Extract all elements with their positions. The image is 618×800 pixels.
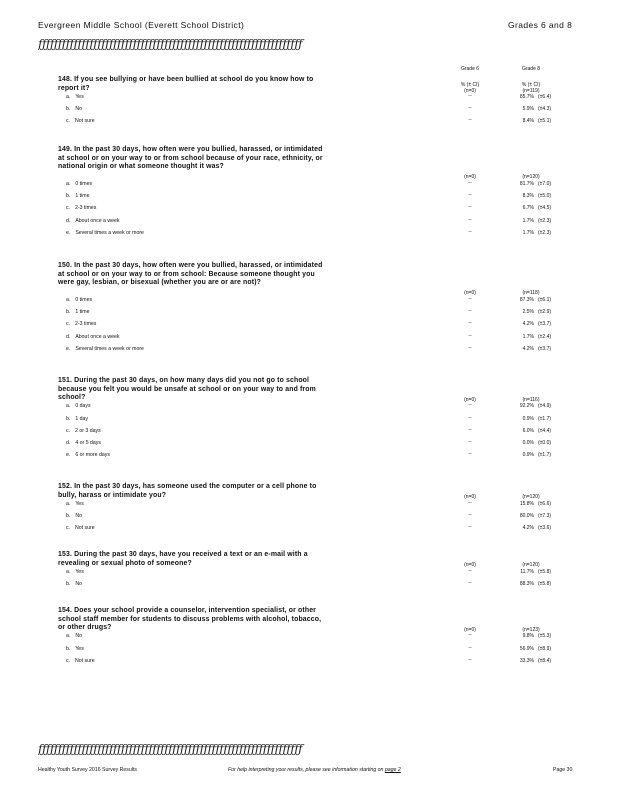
grade6-value: -- [468,92,472,99]
answer-option [66,658,95,664]
grade6-n: (n=0) [464,174,476,181]
option-label: 0 days [75,403,91,410]
question-number: 150. [58,262,73,269]
option-label: 0 times [75,180,93,187]
option-letter: c. [66,321,71,328]
answer-option [66,501,84,507]
option-label: 0 times [75,296,93,303]
grade8-ci: (±1.7) [538,452,552,459]
grade8-ci: (±2.3) [538,217,552,224]
grade8-ci: (±7.0) [538,180,552,187]
option-letter: c. [66,525,71,532]
option-letter: a. [66,568,71,575]
option-label: Yes [75,500,84,507]
answer-option [66,403,91,409]
option-letter: a. [66,180,71,187]
option-letter: b. [66,580,71,587]
school-name: Evergreen Middle School (Everett School District) [38,20,245,30]
question-body: Does your school provide a counselor, intervention specialist, or other school staff member for students to discuss problems with alcohol, tobacco, or other drugs? [58,607,322,632]
option-letter: a. [66,93,71,100]
grade8-percent: 33.3% [519,657,534,664]
answer-option [66,428,101,434]
grade6-value: -- [468,308,472,315]
question-text [58,377,330,403]
question-text [58,483,330,500]
grade8-ci: (±3.7) [538,321,552,328]
option-letter: e. [66,229,71,236]
grade8-percent: 1.7% [522,229,534,236]
option-label: No [75,105,82,112]
grade6-value: -- [468,414,472,421]
grade8-ci: (±0.0) [538,439,552,446]
grade6-value: -- [468,656,472,663]
grade8-percent: 15.8% [519,500,534,507]
grade6-value: -- [468,451,472,458]
option-letter: e. [66,345,71,352]
option-label: 1 day [75,415,89,422]
grade8-n: (n=120) [522,562,540,569]
grade6-value: -- [468,295,472,302]
grade8-ci: (±3.7) [538,345,552,352]
grade8-percent: 81.7% [519,180,534,187]
answer-option [66,633,82,639]
grade8-ci: (±2.3) [538,229,552,236]
grade6-value: -- [468,344,472,351]
option-letter: d. [66,439,71,446]
answer-option [66,452,110,458]
grade8-ci: (±1.7) [538,415,552,422]
grade8-percent: 1.7% [522,217,534,224]
grade6-n: (n=0) [464,494,476,501]
footer-help-prefix: For help interpreting your results, please see information starting on [228,767,384,773]
answer-option [66,193,89,199]
answer-option [66,646,84,652]
option-letter: d. [66,217,71,224]
question-text [58,551,330,568]
grade8-ci: (±5.8) [538,568,552,575]
grade8-ci: (±6.1) [538,296,552,303]
grade8-percent: 8.3% [522,193,534,200]
answer-option [66,309,89,315]
answer-option [66,416,88,422]
option-letter: b. [66,415,71,422]
option-label: Not sure [75,118,95,125]
answer-option [66,218,119,224]
grade6-value: -- [468,192,472,199]
grade8-percent: 56.9% [519,645,534,652]
grade6-n: (n=0) [464,290,476,297]
option-label: 2 or 3 days [75,427,101,434]
answer-option [66,569,84,575]
question-number: 151. [58,377,73,384]
option-letter: a. [66,633,71,640]
grade8-percent: 0.9% [522,415,534,422]
question-text [58,146,330,172]
footer-rule: ƒƒƒƒƒƒƒƒƒƒƒƒƒƒƒƒƒƒƒƒƒƒƒƒƒƒƒƒƒƒƒƒƒƒƒƒƒƒƒƒƒƒƒƒƒƒƒƒƒƒƒƒƒƒƒƒƒƒƒƒƒƒƒƒƒƒƒ [38,742,303,756]
grade6-value: -- [468,524,472,531]
grade8-n: (n=123) [522,626,540,633]
answer-option [66,440,101,446]
grade8-percent: 6.7% [522,205,534,212]
question-body: If you see bullying or have been bullied at school do you know how to report it? [58,76,314,92]
col-grade6-label: Grade 6 [460,66,480,72]
grade6-value: -- [468,402,472,409]
footer-page-link[interactable]: page 2 [384,767,401,773]
header-rule: ƒƒƒƒƒƒƒƒƒƒƒƒƒƒƒƒƒƒƒƒƒƒƒƒƒƒƒƒƒƒƒƒƒƒƒƒƒƒƒƒƒƒƒƒƒƒƒƒƒƒƒƒƒƒƒƒƒƒƒƒƒƒƒƒƒƒƒ [38,37,303,51]
grade6-value: -- [468,204,472,211]
grade8-percent: 0.9% [522,452,534,459]
grade8-n: (n=116) [522,396,540,403]
grade6-value: -- [468,511,472,518]
grade8-ci: (±2.9) [538,309,552,316]
question-body: In the past 30 days, how often were you bullied, harassed, or intimidated at school or on your way to or from school: Because someone thought you were gay, lesbian, or bisexual (whether you are or are not)? [58,262,323,287]
option-letter: a. [66,296,71,303]
grade6-value: -- [468,579,472,586]
option-letter: e. [66,452,71,459]
grade8-percent: 92.2% [519,403,534,410]
question-text [58,607,330,633]
answer-option [66,513,82,519]
footer-survey-title: Healthy Youth Survey 2016 Survey Results [38,767,137,773]
question-number: 154. [58,607,73,614]
grade6-value: -- [468,320,472,327]
answer-option [66,334,119,340]
grade8-percent: 4.2% [522,345,534,352]
question-number: 149. [58,146,73,153]
grade6-value: -- [468,117,472,124]
option-label: 2-3 times [75,321,97,328]
grade6-value: -- [468,216,472,223]
grade8-ci: (±7.3) [538,512,552,519]
option-letter: a. [66,403,71,410]
answer-option [66,297,92,303]
grade8-percent: 4.2% [522,321,534,328]
option-letter: c. [66,657,71,664]
answer-option [66,230,144,236]
grade8-ci: (±4.4) [538,427,552,434]
question-body: In the past 30 days, has someone used the computer or a cell phone to bully, harass or intimidate you? [58,483,317,499]
grade8-percent: 4.2% [522,525,534,532]
option-label: Yes [75,645,84,652]
answer-option [66,581,82,587]
option-label: About once a week [75,217,120,224]
question-body: During the past 30 days, on how many days did you not go to school because you felt you would be unsafe at school or on your way to and from school? [58,377,316,402]
grade8-n: (n=120) [522,174,540,181]
option-letter: b. [66,645,71,652]
option-label: About once a week [75,333,120,340]
grade8-percent: 85.7% [519,93,534,100]
footer-help-text [228,767,401,773]
grade6-n: (n=0) [464,626,476,633]
option-label: Yes [75,568,84,575]
col-grade8-n: (n=119) [522,88,540,94]
option-label: 1 time [75,193,90,200]
option-label: No [75,512,82,519]
grade6-value: -- [468,332,472,339]
grade8-ci: (±4.5) [538,205,552,212]
col-grade6-ci: % (± CI) [460,82,480,88]
option-label: 2-3 times [75,205,97,212]
option-label: 4 or 5 days [75,439,101,446]
answer-option [66,205,96,211]
option-label: Yes [75,93,84,100]
question-number: 153. [58,551,73,558]
grade8-ci: (±5.3) [538,633,552,640]
grade8-ci: (±5.8) [538,580,552,587]
question-text [58,262,330,288]
grade8-percent: 80.0% [519,512,534,519]
option-letter: a. [66,500,71,507]
option-label: Several times a week or more [75,229,144,236]
grade6-value: -- [468,104,472,111]
answer-option [66,181,92,187]
grades-label: Grades 6 and 8 [508,20,573,30]
grade6-value: -- [468,438,472,445]
answer-option [66,94,84,100]
grade8-ci: (±4.9) [538,403,552,410]
grade8-n: (n=120) [522,494,540,501]
question-text [58,76,330,93]
grade8-ci: (±8.9) [538,645,552,652]
answer-option [66,106,82,112]
option-label: Several times a week or more [75,345,144,352]
grade6-value: -- [468,567,472,574]
option-label: Not sure [75,525,95,532]
grade8-ci: (±5.1) [538,118,552,125]
option-letter: b. [66,512,71,519]
grade6-value: -- [468,632,472,639]
option-label: No [75,580,82,587]
grade8-ci: (±2.4) [538,333,552,340]
option-label: 6 or more days [75,452,110,459]
grade8-ci: (±5.0) [538,193,552,200]
grade8-n: (n=118) [522,290,540,297]
question-number: 152. [58,483,73,490]
grade6-value: -- [468,179,472,186]
grade8-percent: 0.0% [522,439,534,446]
grade6-n: (n=0) [464,562,476,569]
grade6-value: -- [468,644,472,651]
page-number: Page 30 [553,767,573,773]
option-letter: b. [66,105,71,112]
grade8-ci: (±4.3) [538,105,552,112]
option-label: No [75,633,82,640]
grade8-percent: 9.8% [522,633,534,640]
grade6-value: -- [468,499,472,506]
option-label: 1 time [75,309,90,316]
question-body: During the past 30 days, have you received a text or an e-mail with a revealing or sexual photo of someone? [58,551,308,567]
question-body: In the past 30 days, how often were you bullied, harassed, or intimidated at school or on your way to or from school because of your race, ethnicity, or national origin or what someone thought it was? [58,146,323,171]
option-letter: c. [66,205,71,212]
question-number: 148. [58,76,73,83]
grade8-percent: 8.4% [522,118,534,125]
grade8-percent: 1.7% [522,333,534,340]
col-grade8-label: Grade 8 [521,66,541,72]
option-letter: c. [66,427,71,434]
grade8-ci: (±3.6) [538,525,552,532]
col-grade8-ci: % (± CI) [521,82,541,88]
grade6-value: -- [468,426,472,433]
option-letter: b. [66,309,71,316]
grade8-ci: (±6.6) [538,500,552,507]
option-letter: d. [66,333,71,340]
grade8-ci: (±8.4) [538,657,552,664]
answer-option [66,118,95,124]
grade8-percent: 88.3% [519,580,534,587]
option-label: Not sure [75,657,95,664]
grade8-percent: 5.9% [522,105,534,112]
grade6-value: -- [468,228,472,235]
option-letter: c. [66,118,71,125]
answer-option [66,346,144,352]
answer-option [66,525,95,531]
answer-option [66,321,96,327]
grade8-percent: 2.5% [522,309,534,316]
grade8-ci: (±6.4) [538,93,552,100]
option-letter: b. [66,193,71,200]
col-grade6-n: (n=0) [464,88,476,94]
grade8-percent: 87.3% [519,296,534,303]
grade8-percent: 6.0% [522,427,534,434]
grade6-n: (n=0) [464,396,476,403]
grade8-percent: 11.7% [520,568,534,575]
